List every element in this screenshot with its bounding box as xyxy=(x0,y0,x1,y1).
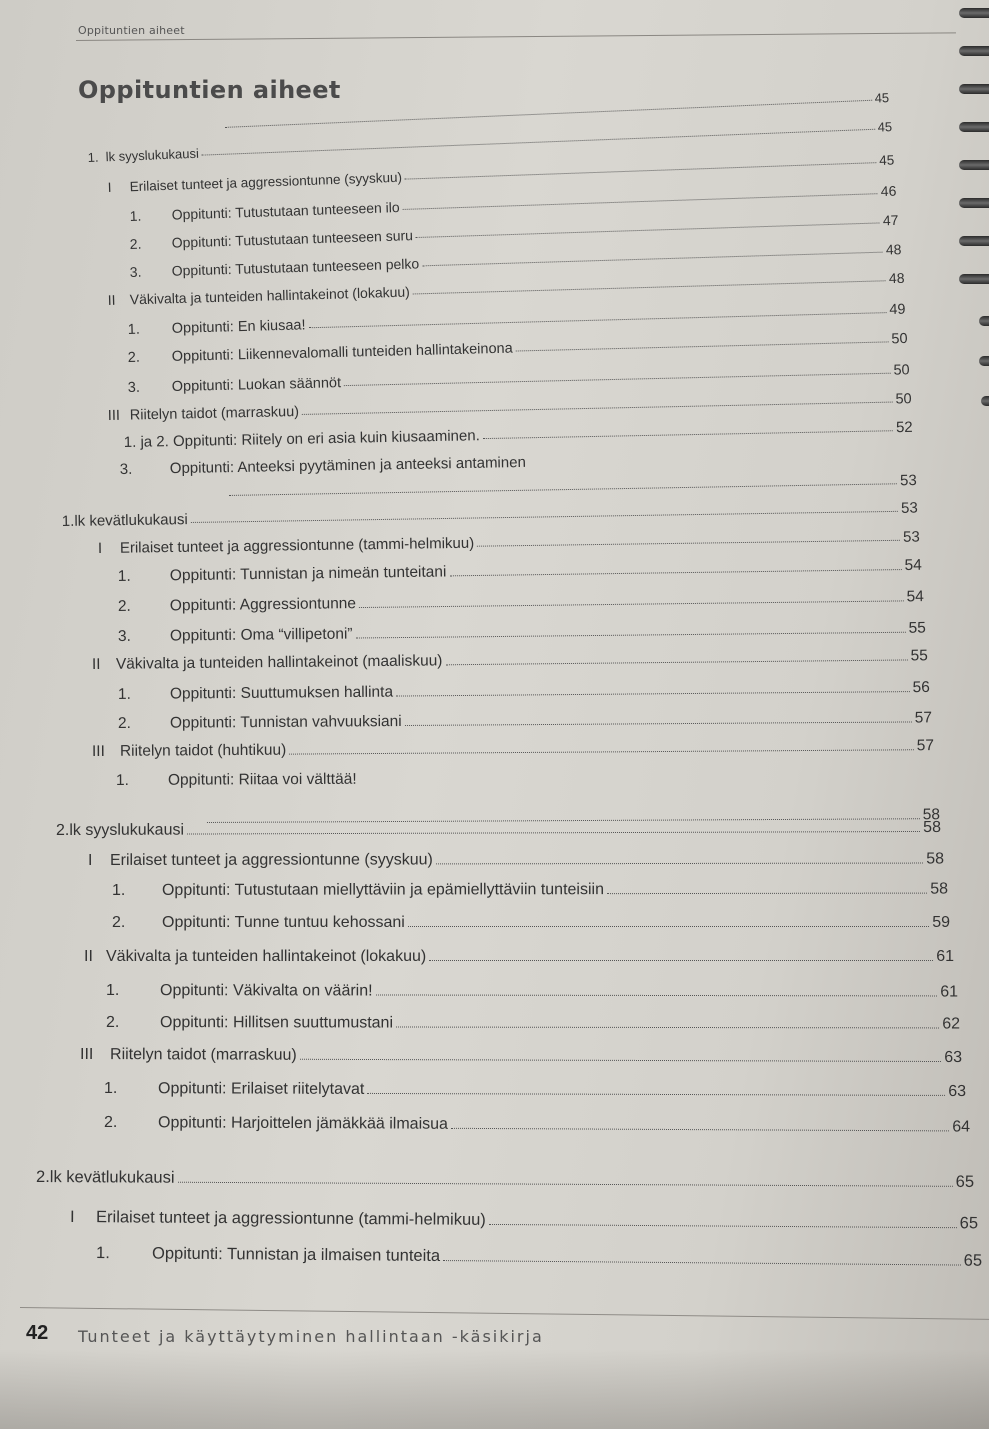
toc-entry xyxy=(106,982,958,1001)
toc-entry-number: 1. xyxy=(117,567,131,586)
toc-entry-title: Erilaiset tunteet ja aggressiontunne (tammi-helmikuu) xyxy=(96,1208,486,1229)
toc-entry-title: Erilaiset tunteet ja aggressiontunne (syyskuu) xyxy=(109,851,433,869)
toc-entry-number: I xyxy=(87,851,93,869)
dot-leader xyxy=(405,162,876,179)
dot-leader xyxy=(422,252,883,267)
dot-leader xyxy=(356,632,906,639)
dot-leader xyxy=(300,1059,941,1062)
toc-entry xyxy=(108,391,912,424)
toc-entry-number: III xyxy=(91,742,105,760)
toc-entry-number: 1. xyxy=(115,771,129,789)
toc-entry-title: Oppitunti: Tunnistan vahvuuksiani xyxy=(169,713,402,732)
toc-entry xyxy=(92,647,928,674)
toc-entry-title: Oppitunti: Tutustutaan tunteeseen suru xyxy=(171,227,414,251)
toc-entry-page: 58 xyxy=(926,850,944,868)
toc-entry-title: 1.lk kevätlukukausi xyxy=(61,511,188,530)
toc-entry xyxy=(62,500,918,530)
toc-entry-page: 61 xyxy=(936,948,954,965)
toc-entry-number: I xyxy=(107,179,112,195)
dot-leader xyxy=(477,540,900,547)
dot-leader xyxy=(408,926,929,927)
toc-entry-number: 1. xyxy=(104,1080,118,1098)
toc-entry-page: 48 xyxy=(885,241,902,258)
toc-entry xyxy=(96,1244,982,1271)
toc-entry-number: 1. xyxy=(111,881,126,899)
toc-entry-title: 2.lk kevätlukukausi xyxy=(36,1168,175,1187)
toc-entry xyxy=(112,914,950,932)
toc-entry-number: 3. xyxy=(119,460,133,478)
dot-leader xyxy=(202,129,875,156)
toc-entry-number: I xyxy=(97,539,103,557)
page-number: 42 xyxy=(26,1322,49,1344)
toc-entry xyxy=(88,851,944,870)
toc-entry-title: Riitelyn taidot (huhtikuu) xyxy=(119,741,287,760)
dot-leader xyxy=(289,749,913,754)
toc-entry-number: 1. xyxy=(106,982,120,1000)
toc-entry-page: 53 xyxy=(902,528,920,546)
toc-entry xyxy=(124,419,913,451)
toc-entry-page: 63 xyxy=(944,1049,963,1067)
toc-entry-page: 50 xyxy=(891,330,908,348)
toc-entry-title: Oppitunti: Liikennevalomalli tunteiden hallintakeinona xyxy=(171,340,513,365)
toc-entry-number: III xyxy=(107,407,121,424)
toc-entry-title: Oppitunti: Harjoittelen jämäkkää ilmaisua xyxy=(158,1114,449,1133)
toc-entry-page: 65 xyxy=(955,1172,975,1191)
toc-entry xyxy=(116,770,412,790)
toc-entry-page: 47 xyxy=(882,211,899,229)
toc-entry-number: I xyxy=(70,1208,75,1227)
toc-entry-title: Oppitunti: Tutustutaan miellyttäviin ja epämiellyttäviin tunteisiin xyxy=(161,881,604,899)
dot-leader xyxy=(403,193,878,210)
toc-entry-page: 52 xyxy=(895,418,913,437)
dot-leader xyxy=(344,373,890,386)
toc-entry-page: 58 xyxy=(923,818,941,836)
toc-entry-number: II xyxy=(84,948,93,965)
toc-entry-title: Väkivalta ja tunteiden hallintakeinot (lokakuu) xyxy=(129,283,411,308)
toc-entry-page: 57 xyxy=(914,709,932,727)
dot-leader xyxy=(396,1027,939,1029)
dot-leader xyxy=(187,831,920,835)
toc-entry-page: 45 xyxy=(878,152,895,169)
toc-entry xyxy=(120,452,640,478)
toc-entry-title: Oppitunti: Tunnistan ja ilmaisen tunteita xyxy=(152,1244,441,1266)
toc-entry-number: 3. xyxy=(117,627,131,646)
toc-entry-title: Oppitunti: Väkivalta on väärin! xyxy=(160,982,373,1000)
toc-entry-title: 1. ja 2. Oppitunti: Riitely on eri asia kuin kiusaaminen. xyxy=(123,427,480,451)
toc-entry-page: 61 xyxy=(940,983,959,1001)
toc-entry-title: Oppitunti: Erilaiset riitelytavat xyxy=(158,1080,365,1098)
toc-entry xyxy=(84,948,954,966)
dot-leader xyxy=(489,1224,957,1228)
toc-entry-page: 53 xyxy=(899,471,917,490)
toc-entry-number: III xyxy=(80,1046,94,1064)
toc-entry-page: 55 xyxy=(910,647,928,665)
dot-leader xyxy=(302,402,893,415)
toc-entry-number: 2. xyxy=(112,914,126,931)
dot-leader xyxy=(451,1128,949,1132)
toc-entry-page: 56 xyxy=(912,678,930,697)
running-header: Oppituntien aiheet xyxy=(78,24,185,37)
dot-leader xyxy=(443,1260,961,1266)
toc-entry xyxy=(70,1208,978,1233)
toc-entry-number: 3. xyxy=(127,379,141,396)
toc-entry-page: 58 xyxy=(922,806,940,824)
toc-entry-number: 1. xyxy=(96,1244,110,1263)
dot-leader xyxy=(436,863,923,865)
toc-entry-title: Oppitunti: Anteeksi pyytäminen ja anteeksi antaminen xyxy=(169,453,526,478)
toc-entry-number: 2. xyxy=(117,597,131,616)
toc-entry xyxy=(92,737,934,761)
dot-leader xyxy=(178,1182,953,1187)
dot-leader xyxy=(367,1093,945,1096)
toc-entry-title: Oppitunti: Tutustutaan tunteeseen pelko xyxy=(171,255,420,279)
toc-entry-page: 54 xyxy=(904,556,922,575)
toc-entry xyxy=(106,1014,960,1033)
toc-entry-title: Väkivalta ja tunteiden hallintakeinot (lokakuu) xyxy=(106,948,427,965)
toc-entry-page: 64 xyxy=(952,1118,971,1136)
toc-entry-page: 50 xyxy=(893,362,910,379)
toc-entry-title: Erilaiset tunteet ja aggressiontunne (tammi-helmikuu) xyxy=(119,534,475,557)
toc-entry-number: 2. xyxy=(117,714,131,732)
toc-entry-title: 2.lk syyslukukausi xyxy=(55,821,185,839)
toc-entry xyxy=(118,620,926,646)
toc-entry-title: Oppitunti: Tunnistan ja nimeän tunteitani xyxy=(169,563,447,585)
toc-entry-title: lk syyslukukausi xyxy=(105,145,200,165)
toc-entry-number: 2. xyxy=(129,235,142,252)
dot-leader xyxy=(483,430,893,439)
toc-entry-page: 63 xyxy=(948,1082,967,1101)
toc-entry xyxy=(128,331,908,366)
toc-entry-page: 50 xyxy=(895,391,912,408)
dot-leader xyxy=(229,483,897,496)
toc-entry-number: 1. xyxy=(129,207,142,224)
toc-entry-title: Oppitunti: Suuttumuksen hallinta xyxy=(169,683,394,703)
toc-entry xyxy=(98,529,920,557)
dot-leader xyxy=(359,600,904,608)
toc-entry-number: 1. xyxy=(127,321,141,338)
toc-entry-title: Riitelyn taidot (marraskuu) xyxy=(129,403,300,424)
toc-entry-page: 53 xyxy=(900,499,918,517)
toc-entry-title: Oppitunti: Oma “villipetoni” xyxy=(169,625,353,645)
footer-book-title: Tunteet ja käyttäytyminen hallintaan -käsikirja xyxy=(78,1327,544,1346)
toc-entry-title: Oppitunti: Tunne tuntuu kehossani xyxy=(162,914,405,931)
dot-leader xyxy=(445,659,907,665)
toc-entry-title: Erilaiset tunteet ja aggressiontunne (syyskuu) xyxy=(129,169,403,195)
toc-entry-page: 58 xyxy=(930,880,948,898)
toc-entry xyxy=(118,557,922,586)
dot-leader xyxy=(396,691,910,696)
toc-entry xyxy=(128,362,910,396)
toc-entry-title: Oppitunti: Tutustutaan tunteeseen ilo xyxy=(171,199,400,223)
dot-leader xyxy=(429,960,933,961)
toc-entry-number: 3. xyxy=(129,263,142,280)
toc-entry-number: 2. xyxy=(127,349,141,366)
toc-entry-page: 46 xyxy=(880,182,897,200)
toc-entry-number: 1. xyxy=(87,149,99,165)
dot-leader xyxy=(607,893,927,895)
toc-entry-number: 2. xyxy=(106,1014,120,1032)
dot-leader xyxy=(413,280,886,294)
toc-entry-title: Oppitunti: Aggressiontunne xyxy=(169,595,357,615)
toc-entry xyxy=(104,1114,970,1137)
toc-entry xyxy=(118,679,930,704)
toc-entry-title: Oppitunti: Luokan säännöt xyxy=(171,375,342,396)
dot-leader xyxy=(309,312,887,328)
toc-entry-page: 57 xyxy=(916,737,934,755)
toc-entry xyxy=(118,588,924,616)
toc-entry-page: 45 xyxy=(874,90,890,106)
toc-entry-page: 55 xyxy=(908,619,926,637)
toc-entry-page: 45 xyxy=(877,119,893,135)
toc-entry-title: Oppitunti: En kiusaa! xyxy=(171,317,306,337)
toc-entry-page: 65 xyxy=(963,1251,983,1270)
dot-leader xyxy=(191,511,898,523)
toc-entry-title: Oppitunti: Hillitsen suuttumustani xyxy=(160,1014,394,1032)
dot-leader xyxy=(416,222,880,238)
page-title: Oppituntien aiheet xyxy=(78,76,341,104)
toc-entry-number: 1. xyxy=(117,685,131,704)
dot-leader xyxy=(516,341,889,351)
dot-leader xyxy=(376,994,938,996)
toc-entry xyxy=(36,1168,974,1192)
toc-entry xyxy=(118,709,932,733)
toc-entry-title: Riitelyn taidot (marraskuu) xyxy=(110,1046,297,1064)
toc-entry xyxy=(56,819,941,840)
toc-entry xyxy=(128,302,906,338)
toc-entry xyxy=(112,881,948,900)
toc-entry-number: II xyxy=(107,291,116,308)
toc-entry-page: 59 xyxy=(932,914,950,931)
toc-entry xyxy=(80,1046,962,1067)
dot-leader xyxy=(449,569,901,576)
toc-entry-page: 54 xyxy=(906,588,924,606)
toc-entry-page: 65 xyxy=(959,1214,979,1233)
toc-entry-page: 62 xyxy=(942,1015,961,1033)
dot-leader xyxy=(405,721,912,726)
toc-entry-number: II xyxy=(91,655,101,674)
toc-entry-number: 2. xyxy=(104,1114,118,1132)
toc-entry xyxy=(104,1080,966,1101)
toc-entry-page: 48 xyxy=(888,269,905,287)
toc-entry-title: Oppitunti: Riitaa voi välttää! xyxy=(167,770,357,789)
toc-entry xyxy=(226,472,917,501)
toc-entry-page: 49 xyxy=(889,301,906,319)
toc-entry-title: Väkivalta ja tunteiden hallintakeinot (maaliskuu) xyxy=(115,652,443,673)
